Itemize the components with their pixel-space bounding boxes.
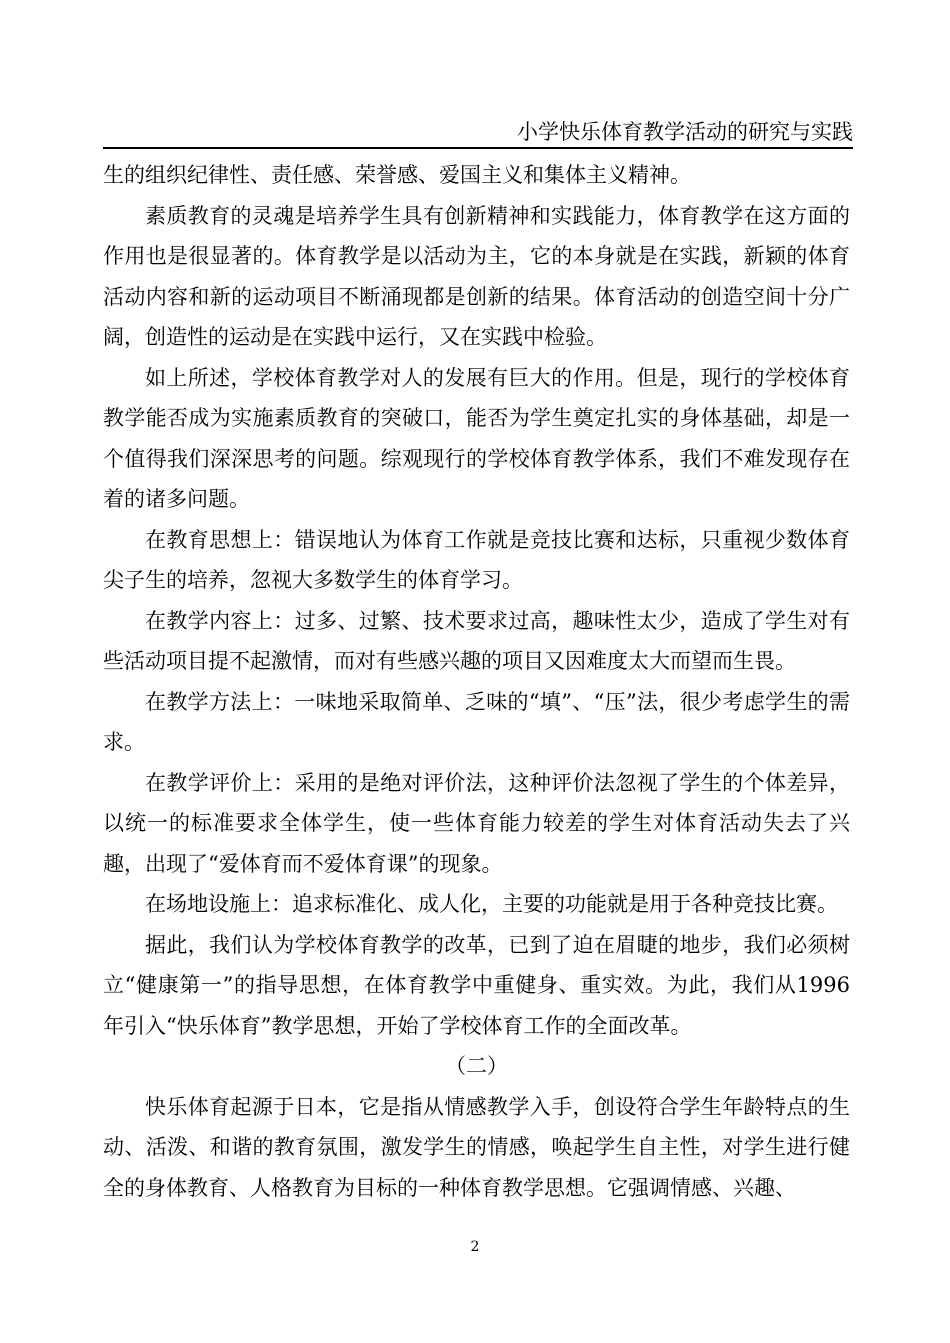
paragraph: 在教学方法上：一味地采取简单、乏味的“填”、“压”法，很少考虑学生的需求。: [103, 689, 850, 754]
section-heading: （二）: [445, 1054, 508, 1078]
paragraph: 据此，我们认为学校体育教学的改革，已到了迫在眉睫的地步，我们必须树立“健康第一”的指导思想，在体育教学中重健身、重实效。为此，我们从1996 年引入“快乐体育”教学思想，开始了学校体育工作的全面改革。: [103, 932, 850, 1038]
page-number: 2: [470, 1239, 480, 1255]
header-rule: [103, 147, 853, 149]
paragraph: 在场地设施上：追求标准化、成人化，主要的功能就是用于各种竞技比赛。: [145, 892, 838, 916]
paragraph: 快乐体育起源于日本，它是指从情感教学入手，创设符合学生年龄特点的生动、活泼、和谐的教育氛围，激发学生的情感，唤起学生自主性，对学生进行健全的身体教育、人格教育为目标的一种体育教学思想。它强调情感、兴趣、: [103, 1094, 850, 1200]
running-header: [103, 118, 853, 148]
body-text: [103, 155, 850, 1208]
paragraph: 在教学评价上：采用的是绝对评价法，这种评价法忽视了学生的个体差异，以统一的标准要求全体学生，使一些体育能力较差的学生对体育活动失去了兴趣，出现了“爱体育而不爱体育课”的现象。: [103, 770, 850, 876]
header-title: 小学快乐体育教学活动的研究与实践: [517, 120, 853, 144]
paragraph: 如上所述，学校体育教学对人的发展有巨大的作用。但是，现行的学校体育教学能否成为实施素质教育的突破口，能否为学生奠定扎实的身体基础，却是一个值得我们深深思考的问题。综观现行的学校体育教学体系，我们不难发现存在着的诸多问题。: [103, 365, 850, 511]
paragraph: 在教育思想上：错误地认为体育工作就是竞技比赛和达标，只重视少数体育尖子生的培养，忽视大多数学生的体育学习。: [103, 527, 850, 592]
paragraph-continuation: 生的组织纪律性、责任感、荣誉感、爱国主义和集体主义精神。: [103, 163, 691, 187]
paragraph: 在教学内容上：过多、过繁、技术要求过高，趣味性太少，造成了学生对有些活动项目提不起激情，而对有些感兴趣的项目又因难度太大而望而生畏。: [103, 608, 850, 673]
paragraph: 素质教育的灵魂是培养学生具有创新精神和实践能力，体育教学在这方面的作用也是很显著的。体育教学是以活动为主，它的本身就是在实践，新颖的体育活动内容和新的运动项目不断涌现都是创新的结果。体育活动的创造空间十分广阔，创造性的运动是在实践中运行，又在实践中检验。: [103, 203, 850, 349]
